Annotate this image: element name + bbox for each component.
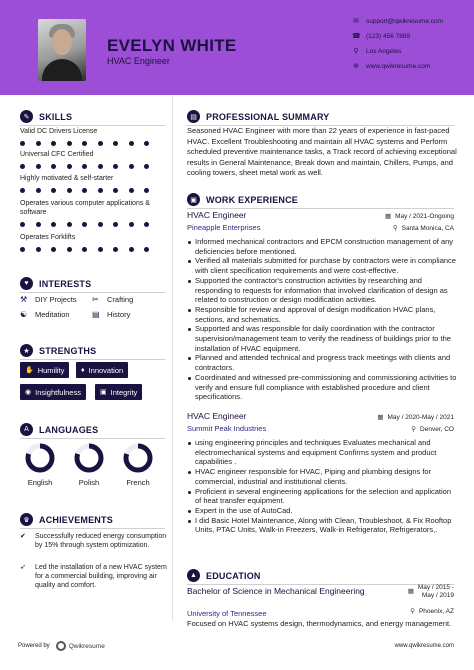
globe-icon: ⊕ [353,63,359,70]
candidate-title: HVAC Engineer [107,56,170,66]
contact-phone[interactable] [352,32,472,40]
job-bullet: Expert in the use of AutoCad. [187,506,459,516]
language-french [118,442,158,487]
language-label: French [126,478,150,487]
job-role: HVAC Engineer [187,210,247,220]
strengths-icon: ★ [20,344,33,357]
language-level-ring [73,442,105,474]
strength-badge: ◉ Insightfulness [20,384,86,400]
skill-rating [20,247,160,252]
language-label: English [27,478,53,487]
education-title: EDUCATION [206,570,261,581]
interest-diy: ⚒ DIY Projects [20,295,77,304]
job-location: ⚲ Santa Monica, CA [392,224,454,232]
hand-icon: ✋ [25,367,34,374]
experience-heading [187,193,298,206]
language-english [20,442,60,487]
languages-divider [20,438,165,439]
language-polish [69,442,109,487]
job-company: Pineapple Enterprises [187,223,261,232]
education-heading [187,569,261,582]
language-level-ring [24,442,56,474]
education-location: ⚲ Phoenix, AZ [410,607,454,615]
languages-heading [20,423,98,436]
achievement-item: ➶ Led the installation of a new HVAC system for a commercial building, improving air quality and comfort. [20,564,167,589]
job-bullet: I did Basic Hotel Maintenance, Along with Clean, Troubleshoot, & Fix Rooftop Units, PTAC Units, Walk-in Freezers, Walk-in Refrigerator, Refrigerators,. [187,516,459,535]
footer-powered-by: Powered by Qwikresume [18,642,105,650]
interests-heading [20,277,91,290]
language-label: Polish [78,478,100,487]
skill-item: Highly motivated & self-starter [20,175,114,182]
footer-url[interactable]: www.qwikresume.com [394,643,454,649]
job-bullet: Proficient in several engineering applications for the selection and application of heat transfer equipment. [187,487,459,506]
job-bullet: Informed mechanical contractors and EPCM construction management of any deficiencies before mentioned. [187,237,459,256]
achievements-heading [20,513,113,526]
skill-rating [20,164,160,169]
skill-rating [20,222,160,227]
interest-meditation: ☯ Meditation [20,310,70,319]
strength-badge: ▣ Integrity [95,384,142,400]
languages-icon: A [20,423,33,436]
contact-website-text: www.qwikresume.com [366,62,431,70]
education-school: University of Tennessee [187,609,267,618]
skill-item: Operates Forklifts [20,234,76,241]
skill-rating [20,141,160,146]
scissors-icon: ✂ [92,295,99,304]
summary-text: Seasoned HVAC Engineer with more than 22 years of experience in fast-paced HVAC. Excellent Troubleshooting and maintain all HVAC systems and Perform scheduled preventive maintenance tasks, a Track record of achieving exceptional results in General Maintenance, Break down and maintain, Chillers, Pumps, and cooling towers, sheet metal work as well. [187,126,457,178]
job-bullet: Responsible for review and approval of design modification HVAC plans, sections, and schematics. [187,305,459,324]
skills-heading [20,110,72,123]
location-pin-icon: ⚲ [410,608,415,615]
job-bullets [187,237,459,402]
job-bullet: using engineering principles and techniques Evaluates mechanical and electromechanical systems and equipment Confirms system and product capabilities . [187,438,459,467]
job-bullet: Planned and attended technical and progress track meetings with clients and contractors. [187,353,459,372]
eye-icon: ◉ [25,389,32,396]
candidate-name: EVELYN WHITE [107,36,237,55]
education-dates: ▦ May / 2015 - May / 2019 [407,584,454,599]
skills-icon: ✎ [20,110,33,123]
job-dates: ▦ May / 2021-Ongoing [384,212,454,220]
strengths-heading [20,344,96,357]
strength-badge: ♦ Innovation [76,362,128,378]
job-bullet: Supported the contractor's construction activities by researching and responding to requests for information that involved clarification of design as related to construction or design modification activities. [187,276,459,305]
experience-title: WORK EXPERIENCE [206,194,299,205]
strength-badge: ✋ Humility [20,362,69,378]
column-divider [172,96,173,621]
skill-item: Universal CFC Certified [20,151,94,158]
contact-website[interactable] [352,62,472,70]
profile-photo [38,19,86,81]
job-location: ⚲ Denver, CO [411,425,454,433]
strengths-divider [20,359,165,360]
education-description: Focused on HVAC systems design, thermodynamics, and energy management. [187,619,452,628]
header-banner [0,0,474,95]
job-bullet: Supported and was responsible for daily coordination with the contractor supervision/management team to verify the readiness of buildings prior to the installation of HVAC equipment. [187,324,459,353]
skills-divider [20,125,165,126]
thumbs-up-icon: ✔ [20,533,26,540]
book-icon: ▤ [92,310,100,319]
calendar-icon: ▦ [407,588,414,595]
location-icon: ⚲ [353,48,359,55]
interest-history: ▤ History [92,310,131,319]
achievements-title: ACHIEVEMENTS [39,514,113,525]
calendar-icon: ▦ [384,213,392,220]
job-bullet: HVAC engineer responsible for HVAC, Piping and plumbing designs for commercial, industrial and institutional clients. [187,467,459,486]
achievements-icon: ♛ [20,513,33,526]
briefcase-icon: ▣ [187,193,200,206]
language-level-ring [122,442,154,474]
languages-title: LANGUAGES [39,424,99,435]
interests-divider [20,292,165,293]
location-pin-icon: ⚲ [392,225,398,232]
job-bullet: Coordinated and witnessed pre-commissioning and commissioning activities to verify and ensure full compliance with established procedure and client specifications. [187,373,459,402]
experience-divider [187,208,454,209]
skills-title: SKILLS [39,111,73,122]
contact-email[interactable] [352,17,472,25]
lock-icon: ▣ [100,389,107,396]
footer-brand: Qwikresume [68,642,105,650]
lightbulb-icon: ♦ [81,366,85,374]
location-pin-icon: ⚲ [411,426,417,433]
job-dates: ▦ May / 2020-May / 2021 [377,413,454,421]
education-degree: Bachelor of Science in Mechanical Engineering [187,586,365,596]
interest-crafting: ✂ Crafting [92,295,134,304]
document-icon: ▤ [187,110,200,123]
contact-phone-text: (123) 456 7889 [366,32,411,40]
skill-item: Valid DC Drivers License [20,128,98,135]
rocket-icon: ➶ [20,564,26,571]
calendar-icon: ▦ [377,414,384,421]
hammer-icon: ⚒ [20,295,28,304]
achievement-item: ✔ Successfully reduced energy consumption by 15% through system optimization. [20,533,167,549]
summary-title: PROFESSIONAL SUMMARY [206,111,330,122]
contact-email-text: support@qwikresume.com [366,17,444,25]
job-bullet: Verified all materials submitted for purchase by contractors were in compliance with client specification requirements and were cost-effective. [187,256,459,275]
skill-rating [20,188,160,193]
meditation-icon: ☯ [20,310,28,319]
job-role: HVAC Engineer [187,411,247,421]
contact-location-text: Los Angeles [366,47,402,55]
achievements-divider [20,528,165,529]
summary-heading [187,110,330,123]
qwikresume-logo-icon [56,641,66,651]
contact-location [352,47,472,55]
email-icon: ✉ [353,18,359,25]
job-bullets [187,438,459,535]
interests-title: INTERESTS [39,278,92,289]
phone-icon: ☎ [352,33,361,40]
interests-icon: ♥ [20,277,33,290]
graduation-cap-icon: ▲ [187,569,200,582]
skill-item: Operates various computer applications & software [20,200,150,216]
job-company: Summit Peak Industries [187,424,267,433]
strengths-title: STRENGTHS [39,345,97,356]
